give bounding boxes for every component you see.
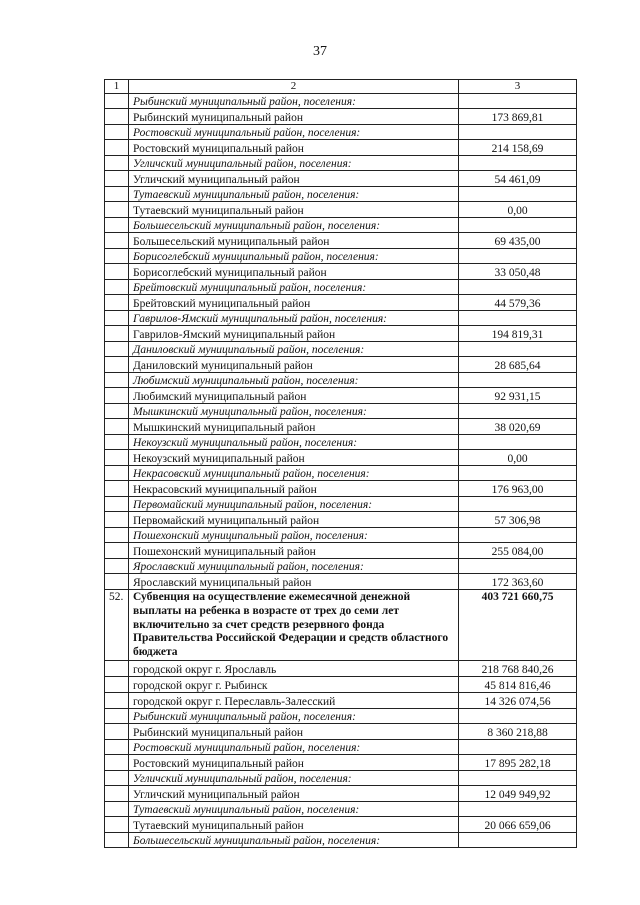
- section-header-row: [105, 156, 577, 171]
- row-number-cell: [105, 125, 129, 140]
- table-row: [105, 357, 577, 373]
- amount-cell: [459, 559, 577, 574]
- table-row: [105, 543, 577, 559]
- district-name: Большесельский муниципальный район: [129, 233, 459, 249]
- district-name: Рыбинский муниципальный район: [129, 109, 459, 125]
- row-number-cell: [105, 528, 129, 543]
- row-number-cell: [105, 109, 129, 125]
- row-number-cell: [105, 295, 129, 311]
- row-number-cell: [105, 233, 129, 249]
- table-row: [105, 785, 577, 801]
- table-header-row: [105, 80, 577, 94]
- section-title: Тутаевский муниципальный район, поселения:: [129, 187, 459, 202]
- section-header-row: [105, 342, 577, 357]
- amount-cell: 45 814 816,46: [459, 676, 577, 692]
- section-header-row: [105, 125, 577, 140]
- district-name: городской округ г. Переславль-Залесский: [129, 692, 459, 708]
- district-name: Угличский муниципальный район: [129, 171, 459, 187]
- row-number-cell: [105, 404, 129, 419]
- amount-cell: [459, 94, 577, 109]
- amount-cell: [459, 342, 577, 357]
- table-row: [105, 754, 577, 770]
- row-number-cell: [105, 94, 129, 109]
- section-title: Рыбинский муниципальный район, поселения:: [129, 94, 459, 109]
- table-row: [105, 140, 577, 156]
- item-title: Субвенция на осуществление ежемесячной денежной выплаты на ребенка в возрасте от трех до семи лет включительно за счет средств резервного фонда Правительства Российской Федерации и средств областного бюджета: [129, 590, 459, 661]
- table-row: [105, 692, 577, 708]
- district-name: Первомайский муниципальный район: [129, 512, 459, 528]
- table-row: [105, 171, 577, 187]
- row-number-cell: [105, 311, 129, 326]
- section-header-row: [105, 249, 577, 264]
- amount-cell: 69 435,00: [459, 233, 577, 249]
- table-row: [105, 816, 577, 832]
- row-number-cell: [105, 559, 129, 574]
- section-header-row: [105, 373, 577, 388]
- amount-cell: [459, 311, 577, 326]
- row-number-cell: [105, 754, 129, 770]
- section-header-row: [105, 311, 577, 326]
- section-title: Борисоглебский муниципальный район, поселения:: [129, 249, 459, 264]
- section-title: Мышкинский муниципальный район, поселения:: [129, 404, 459, 419]
- amount-cell: 194 819,31: [459, 326, 577, 342]
- row-number-cell: [105, 388, 129, 404]
- district-name: Тутаевский муниципальный район: [129, 816, 459, 832]
- row-number-cell: [105, 187, 129, 202]
- section-header-row: [105, 739, 577, 754]
- section-title: Угличский муниципальный район, поселения:: [129, 156, 459, 171]
- row-number-cell: [105, 660, 129, 676]
- amount-cell: 0,00: [459, 202, 577, 218]
- row-number-cell: [105, 816, 129, 832]
- amount-cell: 172 363,60: [459, 574, 577, 590]
- row-number-cell: [105, 692, 129, 708]
- item-52-row: [105, 590, 577, 661]
- amount-cell: 33 050,48: [459, 264, 577, 280]
- amount-cell: [459, 373, 577, 388]
- district-name: городской округ г. Ярославль: [129, 660, 459, 676]
- row-number-cell: [105, 373, 129, 388]
- district-name: Рыбинский муниципальный район: [129, 723, 459, 739]
- amount-cell: 12 049 949,92: [459, 785, 577, 801]
- amount-cell: [459, 218, 577, 233]
- amount-cell: 0,00: [459, 450, 577, 466]
- section-header-row: [105, 497, 577, 512]
- row-number-cell: [105, 512, 129, 528]
- row-number-cell: [105, 280, 129, 295]
- district-name: Угличский муниципальный район: [129, 785, 459, 801]
- table-row: [105, 326, 577, 342]
- table-row: [105, 676, 577, 692]
- row-number-cell: [105, 156, 129, 171]
- district-name: Ростовский муниципальный район: [129, 754, 459, 770]
- amount-cell: 28 685,64: [459, 357, 577, 373]
- amount-cell: 255 084,00: [459, 543, 577, 559]
- row-number-cell: [105, 481, 129, 497]
- amount-cell: 176 963,00: [459, 481, 577, 497]
- row-number-cell: [105, 543, 129, 559]
- row-number-cell: [105, 202, 129, 218]
- table-row: [105, 202, 577, 218]
- section-title: Первомайский муниципальный район, поселения:: [129, 497, 459, 512]
- amount-cell: 92 931,15: [459, 388, 577, 404]
- amount-cell: 57 306,98: [459, 512, 577, 528]
- amount-cell: 8 360 218,88: [459, 723, 577, 739]
- amount-cell: [459, 739, 577, 754]
- table-row: [105, 512, 577, 528]
- row-number-cell: [105, 435, 129, 450]
- amount-cell: [459, 466, 577, 481]
- section-header-row: [105, 94, 577, 109]
- amount-cell: 38 020,69: [459, 419, 577, 435]
- section-title: Некрасовский муниципальный район, поселения:: [129, 466, 459, 481]
- table-row: [105, 481, 577, 497]
- section-title: Любимский муниципальный район, поселения:: [129, 373, 459, 388]
- row-number-cell: [105, 171, 129, 187]
- district-name: Мышкинский муниципальный район: [129, 419, 459, 435]
- section-title: Ростовский муниципальный район, поселения:: [129, 125, 459, 140]
- section-title: Гаврилов-Ямский муниципальный район, поселения:: [129, 311, 459, 326]
- row-number-cell: [105, 574, 129, 590]
- district-name: Брейтовский муниципальный район: [129, 295, 459, 311]
- section-title: Брейтовский муниципальный район, поселения:: [129, 280, 459, 295]
- row-number-cell: [105, 466, 129, 481]
- amount-cell: [459, 125, 577, 140]
- amount-cell: [459, 404, 577, 419]
- budget-table: [104, 79, 577, 848]
- section-title: Тутаевский муниципальный район, поселения:: [129, 801, 459, 816]
- item-number: 52.: [105, 590, 129, 661]
- row-number-cell: [105, 739, 129, 754]
- amount-cell: 14 326 074,56: [459, 692, 577, 708]
- district-name: Тутаевский муниципальный район: [129, 202, 459, 218]
- section-title: Пошехонский муниципальный район, поселения:: [129, 528, 459, 543]
- district-name: Ростовский муниципальный район: [129, 140, 459, 156]
- amount-cell: [459, 497, 577, 512]
- section-header-row: [105, 559, 577, 574]
- section-header-row: [105, 187, 577, 202]
- row-number-cell: [105, 832, 129, 847]
- section-title: Ростовский муниципальный район, поселения:: [129, 739, 459, 754]
- section-header-row: [105, 708, 577, 723]
- row-number-cell: [105, 264, 129, 280]
- district-name: Любимский муниципальный район: [129, 388, 459, 404]
- section-title: Большесельский муниципальный район, поселения:: [129, 832, 459, 847]
- header-col-3: 3: [459, 80, 577, 94]
- header-col-1: 1: [105, 80, 129, 94]
- amount-cell: 17 895 282,18: [459, 754, 577, 770]
- amount-cell: [459, 528, 577, 543]
- row-number-cell: [105, 326, 129, 342]
- amount-cell: [459, 770, 577, 785]
- row-number-cell: [105, 450, 129, 466]
- amount-cell: 20 066 659,06: [459, 816, 577, 832]
- section-title: Некоузский муниципальный район, поселения:: [129, 435, 459, 450]
- amount-cell: [459, 280, 577, 295]
- table-row: [105, 264, 577, 280]
- amount-cell: 44 579,36: [459, 295, 577, 311]
- row-number-cell: [105, 342, 129, 357]
- section-header-row: [105, 435, 577, 450]
- amount-cell: [459, 249, 577, 264]
- table-row: [105, 109, 577, 125]
- amount-cell: [459, 435, 577, 450]
- district-name: городской округ г. Рыбинск: [129, 676, 459, 692]
- section-header-row: [105, 218, 577, 233]
- table-row: [105, 723, 577, 739]
- row-number-cell: [105, 497, 129, 512]
- amount-cell: 173 869,81: [459, 109, 577, 125]
- section-title: Даниловский муниципальный район, поселения:: [129, 342, 459, 357]
- table-row: [105, 388, 577, 404]
- row-number-cell: [105, 218, 129, 233]
- amount-cell: [459, 708, 577, 723]
- section-header-row: [105, 801, 577, 816]
- section-title: Рыбинский муниципальный район, поселения:: [129, 708, 459, 723]
- district-name: Некрасовский муниципальный район: [129, 481, 459, 497]
- district-name: Даниловский муниципальный район: [129, 357, 459, 373]
- amount-cell: [459, 801, 577, 816]
- amount-cell: 54 461,09: [459, 171, 577, 187]
- district-name: Некоузский муниципальный район: [129, 450, 459, 466]
- section-title: Большесельский муниципальный район, поселения:: [129, 218, 459, 233]
- row-number-cell: [105, 785, 129, 801]
- row-number-cell: [105, 419, 129, 435]
- district-name: Пошехонский муниципальный район: [129, 543, 459, 559]
- row-number-cell: [105, 723, 129, 739]
- row-number-cell: [105, 357, 129, 373]
- amount-cell: [459, 156, 577, 171]
- row-number-cell: [105, 801, 129, 816]
- table-row: [105, 233, 577, 249]
- amount-cell: [459, 832, 577, 847]
- row-number-cell: [105, 676, 129, 692]
- table-row: [105, 660, 577, 676]
- row-number-cell: [105, 708, 129, 723]
- amount-cell: [459, 187, 577, 202]
- district-name: Борисоглебский муниципальный район: [129, 264, 459, 280]
- row-number-cell: [105, 249, 129, 264]
- section-header-row: [105, 528, 577, 543]
- section-title: Ярославский муниципальный район, поселения:: [129, 559, 459, 574]
- district-name: Ярославский муниципальный район: [129, 574, 459, 590]
- table-row: [105, 295, 577, 311]
- section-header-row: [105, 832, 577, 847]
- page-number: 37: [313, 44, 327, 59]
- section-header-row: [105, 280, 577, 295]
- section-header-row: [105, 770, 577, 785]
- table-row: [105, 574, 577, 590]
- amount-cell: 218 768 840,26: [459, 660, 577, 676]
- row-number-cell: [105, 770, 129, 785]
- table-row: [105, 419, 577, 435]
- item-total: 403 721 660,75: [459, 590, 577, 661]
- row-number-cell: [105, 140, 129, 156]
- header-col-2: 2: [129, 80, 459, 94]
- section-header-row: [105, 466, 577, 481]
- district-name: Гаврилов-Ямский муниципальный район: [129, 326, 459, 342]
- section-header-row: [105, 404, 577, 419]
- amount-cell: 214 158,69: [459, 140, 577, 156]
- table-row: [105, 450, 577, 466]
- section-title: Угличский муниципальный район, поселения:: [129, 770, 459, 785]
